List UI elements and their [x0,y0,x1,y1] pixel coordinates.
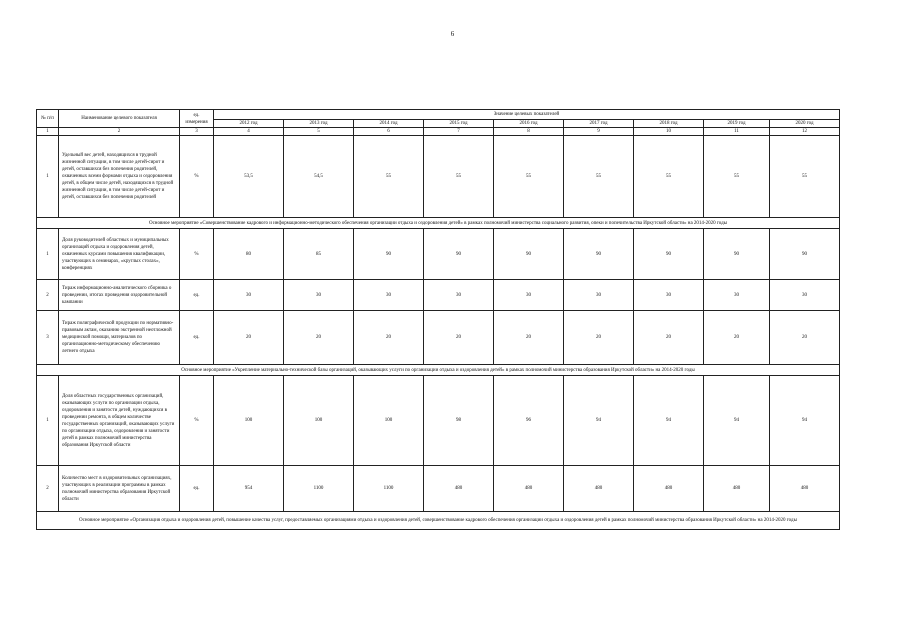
value-cell: 20 [564,311,634,365]
value-cell: 90 [494,229,564,280]
indicator-name: Тираж информационно-аналитического сборника о проведении, итогах проведения оздоровительной кампании [59,280,180,311]
row-num: 3 [37,311,59,365]
col-number: 12 [770,128,840,136]
table-row [37,280,840,311]
indicator-name: Удельный вес детей, находящихся в трудной жизненной ситуации, в том числе детей-сирот и детей, оставшихся без попечения родителей, охваченных всеми формами отдыха и оздоровления детей, в общем числе детей, находящихся в трудной жизненной ситуации, в том числе детей-сирот и детей, оставшихся без попечения родителей [59,136,180,218]
header-row-top [37,110,840,120]
unit-cell: % [180,136,214,218]
value-cell: 96 [494,376,564,466]
value-cell: 20 [770,311,840,365]
value-cell: 30 [424,280,494,311]
col-number: 9 [564,128,634,136]
section-title: Основное мероприятие «Совершенствование кадрового и информационно-методического обеспечения организации отдыха и оздоровления детей» в рамках полномочий министерства социального развития, опеки и попечительства Иркутской области» на 2014-2020 годы [37,218,840,229]
section-title: Основное мероприятие «Организация отдыха и оздоровления детей, повышение качества услуг, предоставляемых организациями отдыха и оздоровления детей, совершенствование кадрового обеспечения организации отдыха и оздоровления детей в рамках полномочий министерства образования Иркутской области» на 2014-2020 годы [37,512,840,530]
value-cell: 55 [704,136,770,218]
table-row [37,311,840,365]
value-cell: 90 [354,229,424,280]
value-cell: 30 [770,280,840,311]
year-2012: 2012 год [214,120,284,128]
year-2017: 2017 год [564,120,634,128]
col-number: 10 [634,128,704,136]
value-cell: 94 [770,376,840,466]
indicator-name: Количество мест в оздоровительных организациях, участвующих в реализации программы в рамках полномочий министерства образования Иркутской области [59,466,180,512]
value-cell: 94 [564,376,634,466]
value-cell: 94 [704,376,770,466]
year-2015: 2015 год [424,120,494,128]
value-cell: 90 [770,229,840,280]
value-cell: 20 [284,311,354,365]
value-cell: 53,5 [214,136,284,218]
value-cell: 30 [214,280,284,311]
year-2018: 2018 год [634,120,704,128]
value-cell: 55 [634,136,704,218]
value-cell: 30 [284,280,354,311]
col-number: 3 [180,128,214,136]
value-cell: 20 [214,311,284,365]
table-row [37,136,840,218]
indicator-name: Доля руководителей областных и муниципальных организаций отдыха и оздоровления детей, охваченных курсами повышения квалификации, участвующих в семинарах, «круглых столах», конференциях [59,229,180,280]
header-unit: ед. измерения [180,110,214,128]
value-cell: 480 [424,466,494,512]
value-cell: 954 [214,466,284,512]
col-number: 1 [37,128,59,136]
row-num: 2 [37,466,59,512]
value-cell: 1100 [354,466,424,512]
value-cell: 100 [284,376,354,466]
value-cell: 94 [634,376,704,466]
value-cell: 90 [564,229,634,280]
value-cell: 30 [704,280,770,311]
value-cell: 55 [564,136,634,218]
value-cell: 55 [424,136,494,218]
col-number: 11 [704,128,770,136]
value-cell: 480 [564,466,634,512]
value-cell: 54,5 [284,136,354,218]
table-row [37,466,840,512]
value-cell: 90 [424,229,494,280]
unit-cell: % [180,229,214,280]
target-indicators-table [36,109,840,530]
value-cell: 55 [354,136,424,218]
page-number: 6 [450,30,455,38]
value-cell: 90 [634,229,704,280]
value-cell: 55 [770,136,840,218]
value-cell: 30 [494,280,564,311]
year-2019: 2019 год [704,120,770,128]
year-2020: 2020 год [770,120,840,128]
col-number: 2 [59,128,180,136]
value-cell: 30 [564,280,634,311]
section-row [37,218,840,229]
section-row [37,512,840,530]
value-cell: 100 [354,376,424,466]
unit-cell: ед. [180,311,214,365]
header-name: Наименование целевого показателя [59,110,180,128]
value-cell: 55 [494,136,564,218]
unit-cell: % [180,376,214,466]
value-cell: 1100 [284,466,354,512]
value-cell: 20 [424,311,494,365]
value-cell: 480 [494,466,564,512]
col-number: 6 [354,128,424,136]
value-cell: 20 [704,311,770,365]
row-num: 1 [37,376,59,466]
value-cell: 20 [494,311,564,365]
value-cell: 20 [634,311,704,365]
row-num: 2 [37,280,59,311]
col-number: 4 [214,128,284,136]
table-row [37,229,840,280]
section-title: Основное мероприятие «Укрепление материально-технической базы организаций, оказывающих услуги по организации отдыха и оздоровления детей» в рамках полномочий министерства образования Иркутской области» на 2014-2020 годы [37,365,840,376]
value-cell: 480 [704,466,770,512]
header-num: № п/п [37,110,59,128]
value-cell: 85 [284,229,354,280]
year-2014: 2014 год [354,120,424,128]
col-number: 5 [284,128,354,136]
value-cell: 480 [770,466,840,512]
value-cell: 98 [424,376,494,466]
year-2013: 2013 год [284,120,354,128]
header-values: Значение целевых показателей [214,110,840,120]
row-num: 1 [37,229,59,280]
column-numbers-row [37,128,840,136]
col-number: 7 [424,128,494,136]
section-row [37,365,840,376]
indicator-name: Тираж полиграфической продукции по нормативно-правовым актам, оказанию экстренной неотложной медицинской помощи, материалов по организационно-методическому обеспечению летнего отдыха [59,311,180,365]
indicator-name: Доля областных государственных организаций, оказывающих услуги по организации отдыха, оздоровления и занятости детей, нуждающихся в проведении ремонта, в общем количестве государственных организаций, оказывающих услуги по организации отдыха, оздоровления и занятости детей в рамках полномочий министерства образования Иркутской области [59,376,180,466]
value-cell: 80 [214,229,284,280]
value-cell: 30 [354,280,424,311]
row-num: 1 [37,136,59,218]
unit-cell: ед. [180,466,214,512]
table-row [37,376,840,466]
year-2016: 2016 год [494,120,564,128]
value-cell: 100 [214,376,284,466]
value-cell: 480 [634,466,704,512]
value-cell: 30 [634,280,704,311]
unit-cell: ед. [180,280,214,311]
col-number: 8 [494,128,564,136]
value-cell: 90 [704,229,770,280]
value-cell: 20 [354,311,424,365]
